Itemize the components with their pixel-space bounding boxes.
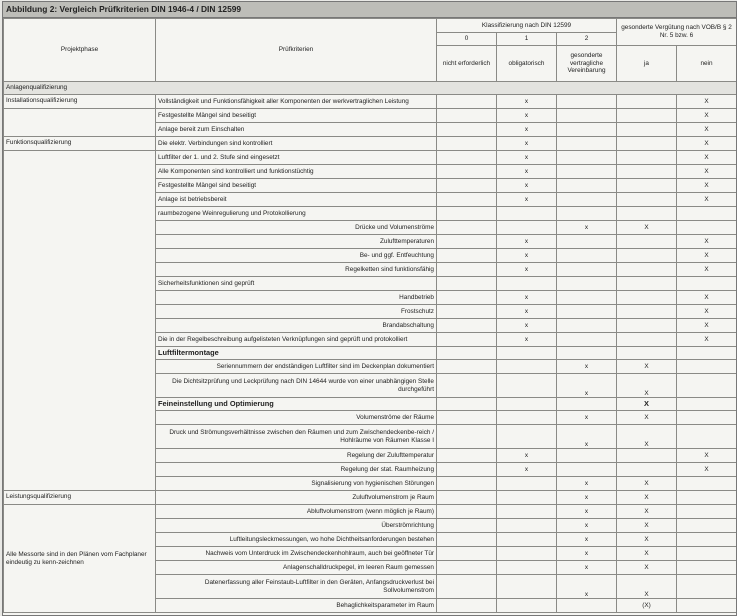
mark-k1: x	[497, 463, 557, 477]
mark-k0	[437, 277, 497, 291]
criterion-text: Regelketten sind funktionsfähig	[156, 263, 437, 277]
mark-ja: X	[617, 491, 677, 505]
mark-ja	[617, 123, 677, 137]
criterion-text: Die in der Regelbeschreibung aufgelisteten Verknüpfungen sind geprüft und protokolliert	[156, 333, 437, 347]
mark-k2	[557, 463, 617, 477]
mark-k1: x	[497, 95, 557, 109]
mark-ja: X	[617, 411, 677, 425]
criteria-row	[4, 491, 737, 505]
mark-k0	[437, 263, 497, 277]
criterion-text: Überströmrichtung	[156, 519, 437, 533]
mark-k0	[437, 207, 497, 221]
mark-nein: X	[677, 179, 737, 193]
criterion-text: Druck und Strömungsverhältnisse zwischen den Räumen und zum Zwischendeckenbe-reich / Hohlräume von Räumen Klasse I	[156, 425, 437, 449]
criteria-table	[3, 18, 737, 613]
mark-nein: X	[677, 333, 737, 347]
group-row	[4, 82, 737, 95]
mark-nein: X	[677, 449, 737, 463]
header-k2-label: gesonderte vertragliche Vereinbarung	[557, 46, 617, 82]
header-pruefkriterien: Prüfkriterien	[156, 19, 437, 82]
mark-k1: x	[497, 449, 557, 463]
mark-k1	[497, 347, 557, 360]
mark-k1	[497, 374, 557, 398]
mark-k0	[437, 151, 497, 165]
header-klassifizierung: Klassifizierung nach DIN 12599	[437, 19, 617, 33]
mark-k0	[437, 411, 497, 425]
mark-nein: X	[677, 235, 737, 249]
mark-nein	[677, 398, 737, 411]
criterion-text: Luftleitungsleckmessungen, wo hohe Dichtheitsanforderungen bestehen	[156, 533, 437, 547]
mark-k1	[497, 477, 557, 491]
mark-k1	[497, 360, 557, 374]
mark-k1	[497, 599, 557, 613]
mark-k2: x	[557, 533, 617, 547]
criteria-row	[4, 151, 737, 165]
mark-nein	[677, 477, 737, 491]
mark-k2: x	[557, 519, 617, 533]
mark-k0	[437, 398, 497, 411]
criterion-text: Vollständigkeit und Funktionsfähigkeit aller Komponenten der werkvertraglichen Leistung	[156, 95, 437, 109]
mark-k1	[497, 575, 557, 599]
mark-nein: X	[677, 165, 737, 179]
mark-k1	[497, 221, 557, 235]
criterion-text: Volumenströme der Räume	[156, 411, 437, 425]
mark-k0	[437, 165, 497, 179]
mark-ja	[617, 193, 677, 207]
mark-k2: x	[557, 425, 617, 449]
mark-k1	[497, 547, 557, 561]
mark-k0	[437, 449, 497, 463]
mark-k0	[437, 221, 497, 235]
mark-k1: x	[497, 137, 557, 151]
mark-k2	[557, 347, 617, 360]
mark-k1	[497, 277, 557, 291]
mark-nein: X	[677, 291, 737, 305]
mark-ja: X	[617, 561, 677, 575]
mark-k1: x	[497, 179, 557, 193]
header-k0: 0	[437, 33, 497, 46]
mark-ja: X	[617, 425, 677, 449]
mark-k1	[497, 491, 557, 505]
mark-ja: X	[617, 505, 677, 519]
mark-nein	[677, 411, 737, 425]
criterion-text: Regelung der Zulufttemperatur	[156, 449, 437, 463]
mark-k2	[557, 319, 617, 333]
mark-nein	[677, 519, 737, 533]
criterion-text: Be- und ggf. Entfeuchtung	[156, 249, 437, 263]
mark-ja	[617, 109, 677, 123]
criteria-row	[4, 109, 737, 123]
criterion-text: Frostschutz	[156, 305, 437, 319]
header-k0-label: nicht erforderlich	[437, 46, 497, 82]
mark-k2: x	[557, 411, 617, 425]
mark-ja	[617, 291, 677, 305]
mark-ja	[617, 449, 677, 463]
criterion-text: Sicherheitsfunktionen sind geprüft	[156, 277, 437, 291]
phase-label: Alle Messorte sind in den Plänen vom Fachplaner eindeutig zu kenn-zeichnen	[4, 505, 156, 613]
criterion-text: Festgestellte Mängel sind beseitigt	[156, 109, 437, 123]
mark-k2: x	[557, 561, 617, 575]
mark-ja	[617, 319, 677, 333]
mark-k2	[557, 137, 617, 151]
mark-k0	[437, 137, 497, 151]
mark-k2: x	[557, 360, 617, 374]
mark-k2	[557, 207, 617, 221]
mark-k0	[437, 95, 497, 109]
mark-nein: X	[677, 263, 737, 277]
mark-k0	[437, 109, 497, 123]
mark-k2	[557, 249, 617, 263]
mark-ja	[617, 137, 677, 151]
mark-nein	[677, 360, 737, 374]
mark-k2: x	[557, 374, 617, 398]
mark-k0	[437, 599, 497, 613]
mark-k0	[437, 533, 497, 547]
mark-nein	[677, 533, 737, 547]
mark-k1	[497, 505, 557, 519]
phase-label: Leistungsqualifizierung	[4, 491, 156, 505]
mark-k2	[557, 235, 617, 249]
header-k2: 2	[557, 33, 617, 46]
mark-k2	[557, 123, 617, 137]
mark-k2	[557, 193, 617, 207]
mark-ja	[617, 263, 677, 277]
criterion-text: Brandabschaltung	[156, 319, 437, 333]
mark-k0	[437, 235, 497, 249]
header-ja: ja	[617, 46, 677, 82]
mark-ja	[617, 207, 677, 221]
criterion-text: Zuluftvolumenstrom je Raum	[156, 491, 437, 505]
mark-nein	[677, 561, 737, 575]
criterion-text: Die elektr. Verbindungen sind kontrolliert	[156, 137, 437, 151]
criterion-text: Behaglichkeitsparameter im Raum	[156, 599, 437, 613]
criterion-text: Nachweis vom Unterdruck im Zwischendeckenhohlraum, auch bei geöffneter Tür	[156, 547, 437, 561]
mark-k0	[437, 463, 497, 477]
criterion-text: Datenerfassung aller Feinstaub-Luftfilter in den Geräten, Anfangsdruckverlust bei Sollvolumenstrom	[156, 575, 437, 599]
criterion-text: Handbetrieb	[156, 291, 437, 305]
mark-nein	[677, 207, 737, 221]
mark-k0	[437, 360, 497, 374]
mark-k2	[557, 95, 617, 109]
criterion-text: Anlagenschalldruckpegel, im leeren Raum gemessen	[156, 561, 437, 575]
criterion-text: Zulufttemperaturen	[156, 235, 437, 249]
mark-k2: x	[557, 221, 617, 235]
mark-nein: X	[677, 249, 737, 263]
phase-cell	[4, 151, 156, 491]
mark-k1: x	[497, 249, 557, 263]
mark-ja	[617, 463, 677, 477]
criterion-text: Festgestellte Mängel sind beseitigt	[156, 179, 437, 193]
mark-ja	[617, 151, 677, 165]
mark-k1: x	[497, 235, 557, 249]
mark-k0	[437, 491, 497, 505]
mark-k2	[557, 599, 617, 613]
mark-ja: X	[617, 221, 677, 235]
mark-k1	[497, 398, 557, 411]
mark-k2: x	[557, 505, 617, 519]
mark-k1: x	[497, 291, 557, 305]
mark-ja	[617, 95, 677, 109]
mark-k1: x	[497, 165, 557, 179]
mark-k0	[437, 561, 497, 575]
criteria-row	[4, 137, 737, 151]
mark-k1	[497, 561, 557, 575]
criterion-text: Abluftvolumenstrom (wenn möglich je Raum)	[156, 505, 437, 519]
mark-k0	[437, 575, 497, 599]
mark-k0	[437, 319, 497, 333]
mark-k1	[497, 207, 557, 221]
mark-k1	[497, 519, 557, 533]
criterion-text: Signalisierung von hygienischen Störungen	[156, 477, 437, 491]
mark-nein	[677, 425, 737, 449]
mark-k0	[437, 547, 497, 561]
mark-ja: (X)	[617, 599, 677, 613]
mark-k0	[437, 179, 497, 193]
mark-nein: X	[677, 95, 737, 109]
criterion-text: Luftfiltermontage	[156, 347, 437, 360]
mark-ja	[617, 333, 677, 347]
criterion-text: Alle Komponenten sind kontrolliert und funktionstüchtig	[156, 165, 437, 179]
mark-nein	[677, 599, 737, 613]
header-nein: nein	[677, 46, 737, 82]
mark-nein: X	[677, 463, 737, 477]
mark-k0	[437, 291, 497, 305]
mark-k0	[437, 193, 497, 207]
mark-ja: X	[617, 575, 677, 599]
mark-nein	[677, 277, 737, 291]
mark-nein: X	[677, 319, 737, 333]
mark-k2: x	[557, 491, 617, 505]
mark-k1: x	[497, 151, 557, 165]
criterion-text: Regelung der stat. Raumheizung	[156, 463, 437, 477]
mark-k2	[557, 151, 617, 165]
criterion-text: Anlage ist betriebsbereit	[156, 193, 437, 207]
mark-ja	[617, 347, 677, 360]
mark-k0	[437, 505, 497, 519]
mark-k2	[557, 277, 617, 291]
group-label: Anlagenqualifizierung	[4, 82, 737, 95]
mark-k0	[437, 123, 497, 137]
mark-k2	[557, 398, 617, 411]
mark-ja: X	[617, 533, 677, 547]
criterion-text: Drücke und Volumenströme	[156, 221, 437, 235]
mark-k1: x	[497, 109, 557, 123]
mark-k2	[557, 449, 617, 463]
mark-k1: x	[497, 319, 557, 333]
criterion-text: raumbezogene Weinregulierung und Protokollierung	[156, 207, 437, 221]
mark-nein: X	[677, 151, 737, 165]
header-projektphase: Projektphase	[4, 19, 156, 82]
mark-ja: X	[617, 374, 677, 398]
mark-nein: X	[677, 109, 737, 123]
mark-ja	[617, 277, 677, 291]
mark-k2	[557, 305, 617, 319]
mark-ja: X	[617, 519, 677, 533]
mark-k2	[557, 333, 617, 347]
mark-k1: x	[497, 305, 557, 319]
figure-title: Abbildung 2: Vergleich Prüfkriterien DIN 1946-4 / DIN 12599	[3, 2, 736, 18]
header-verguetung: gesonderte Vergütung nach VOB/B § 2 Nr. 5 bzw. 6	[617, 19, 737, 46]
mark-ja	[617, 249, 677, 263]
mark-nein	[677, 491, 737, 505]
mark-k1	[497, 411, 557, 425]
mark-nein	[677, 547, 737, 561]
mark-k2	[557, 179, 617, 193]
mark-nein: X	[677, 137, 737, 151]
header-row	[4, 19, 737, 33]
mark-nein	[677, 374, 737, 398]
mark-nein	[677, 221, 737, 235]
mark-k2: x	[557, 575, 617, 599]
mark-k1	[497, 425, 557, 449]
mark-nein	[677, 347, 737, 360]
mark-k1: x	[497, 193, 557, 207]
mark-ja	[617, 179, 677, 193]
mark-k2	[557, 165, 617, 179]
mark-ja: X	[617, 360, 677, 374]
header-k1: 1	[497, 33, 557, 46]
mark-k0	[437, 425, 497, 449]
document	[2, 1, 737, 616]
mark-ja: X	[617, 398, 677, 411]
mark-k0	[437, 333, 497, 347]
mark-nein: X	[677, 193, 737, 207]
mark-k2	[557, 109, 617, 123]
criterion-text: Anlage bereit zum Einschalten	[156, 123, 437, 137]
mark-k2	[557, 291, 617, 305]
mark-k0	[437, 305, 497, 319]
mark-k1: x	[497, 333, 557, 347]
criterion-text: Seriennummern der endständigen Luftfilter sind im Deckenplan dokumentiert	[156, 360, 437, 374]
mark-ja	[617, 165, 677, 179]
mark-k0	[437, 477, 497, 491]
mark-k0	[437, 347, 497, 360]
criteria-row	[4, 95, 737, 109]
criterion-text: Luftfilter der 1. und 2. Stufe sind eingesetzt	[156, 151, 437, 165]
mark-k1: x	[497, 263, 557, 277]
mark-nein	[677, 575, 737, 599]
mark-k0	[437, 519, 497, 533]
mark-k2	[557, 263, 617, 277]
mark-ja: X	[617, 547, 677, 561]
phase-label: Installationsqualifizierung	[4, 95, 156, 109]
mark-nein	[677, 505, 737, 519]
mark-k0	[437, 374, 497, 398]
mark-ja: X	[617, 477, 677, 491]
criteria-row	[4, 505, 737, 519]
mark-k0	[437, 249, 497, 263]
header-k1-label: obligatorisch	[497, 46, 557, 82]
mark-ja	[617, 305, 677, 319]
mark-ja	[617, 235, 677, 249]
criterion-text: Die Dichtsitzprüfung und Leckprüfung nach DIN 14644 wurde von einer unabhängigen Stelle durchgeführt	[156, 374, 437, 398]
mark-nein: X	[677, 123, 737, 137]
phase-label: Funktionsqualifizierung	[4, 137, 156, 151]
mark-nein: X	[677, 305, 737, 319]
phase-cell	[4, 109, 156, 137]
mark-k1: x	[497, 123, 557, 137]
criterion-text: Feineinstellung und Optimierung	[156, 398, 437, 411]
mark-k2: x	[557, 477, 617, 491]
mark-k2: x	[557, 547, 617, 561]
mark-k1	[497, 533, 557, 547]
